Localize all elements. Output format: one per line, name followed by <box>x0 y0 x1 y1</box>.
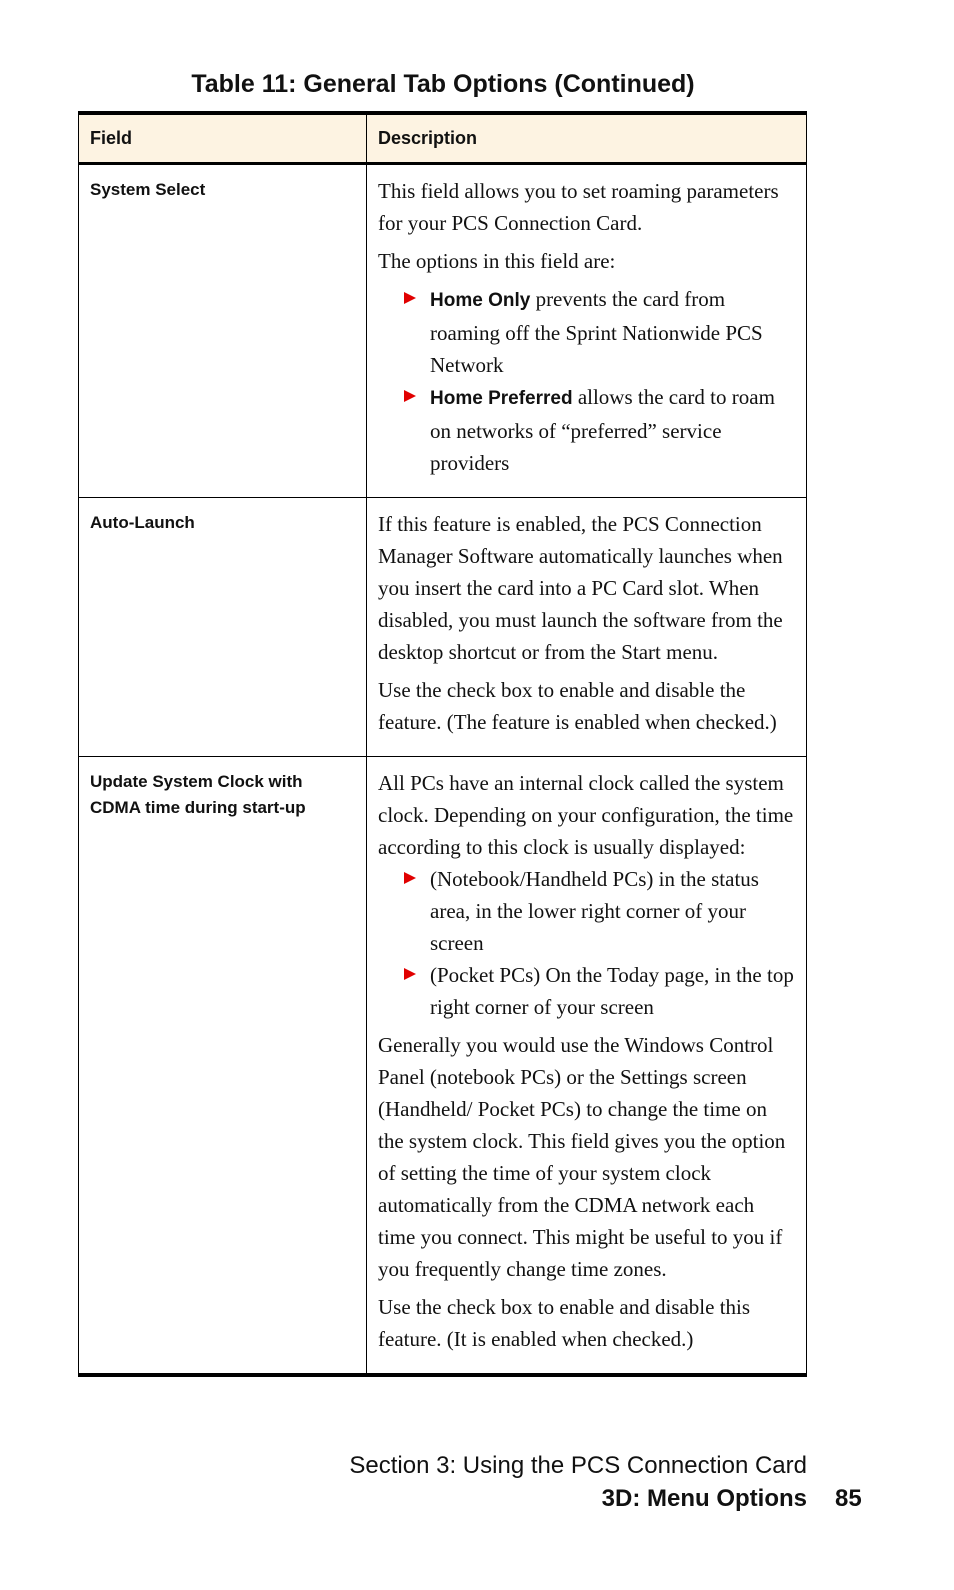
column-header-field: Field <box>79 113 367 164</box>
table-header-row <box>79 113 807 164</box>
table-title: Table 11: General Tab Options (Continued) <box>191 70 695 98</box>
bullet-arrow-icon <box>404 390 416 402</box>
list-item <box>378 283 795 381</box>
option-text: prevents the card from roaming off the Sprint Nationwide PCS Network <box>430 287 763 377</box>
page-number: 85 <box>835 1485 862 1512</box>
list-item <box>378 959 795 1023</box>
description-paragraph: Generally you would use the Windows Control Panel (notebook PCs) or the Settings screen (Handheld/ Pocket PCs) to change the time on the system clock. This field gives you the option of setting the time of your system clock automatically from the CDMA network each time you connect. This might be useful to you if you frequently change time zones. <box>378 1033 786 1281</box>
list-item <box>378 863 795 959</box>
option-text: allows the card to roam on networks of “preferred” service providers <box>430 385 775 475</box>
description-cell <box>367 164 807 498</box>
general-tab-options-table <box>78 111 807 1377</box>
footer-chapter-title: 3D: Menu Options <box>601 1485 807 1512</box>
field-name: Update System Clock with CDMA time during start-up <box>90 772 306 817</box>
table-row <box>79 757 807 1376</box>
bullet-arrow-icon <box>404 292 416 304</box>
description-paragraph: The options in this field are: <box>378 249 616 273</box>
description-paragraph: If this feature is enabled, the PCS Connection Manager Software automatically launches when you insert the card into a PC Card slot. When disabled, you must launch the software from the desktop shortcut or from the Start menu. <box>378 512 783 664</box>
bullet-arrow-icon <box>404 968 416 980</box>
list-item <box>378 381 795 479</box>
table-row <box>79 164 807 498</box>
description-cell <box>367 498 807 757</box>
description-paragraph: Use the check box to enable and disable the feature. (The feature is enabled when checked.) <box>378 678 777 734</box>
description-paragraph: Use the check box to enable and disable this feature. (It is enabled when checked.) <box>378 1295 751 1351</box>
table-row <box>79 498 807 757</box>
bullet-arrow-icon <box>404 872 416 884</box>
field-cell <box>79 498 367 757</box>
field-cell <box>79 757 367 1376</box>
bullet-list <box>378 283 795 479</box>
footer-section-title: Section 3: Using the PCS Connection Card <box>349 1452 807 1479</box>
option-term: Home Preferred <box>430 388 573 409</box>
option-term: Home Only <box>430 290 531 311</box>
field-name: Auto-Launch <box>90 513 195 532</box>
description-cell <box>367 757 807 1376</box>
description-paragraph: This field allows you to set roaming parameters for your PCS Connection Card. <box>378 179 779 235</box>
description-paragraph: All PCs have an internal clock called the system clock. Depending on your configuration, the time according to this clock is usually displayed: <box>378 771 794 859</box>
field-name: System Select <box>90 180 206 199</box>
option-text: (Notebook/Handheld PCs) in the status area, in the lower right corner of your screen <box>430 867 759 955</box>
bullet-list <box>378 863 795 1023</box>
column-header-description: Description <box>367 113 807 164</box>
field-cell <box>79 164 367 498</box>
option-text: (Pocket PCs) On the Today page, in the top right corner of your screen <box>430 963 794 1019</box>
